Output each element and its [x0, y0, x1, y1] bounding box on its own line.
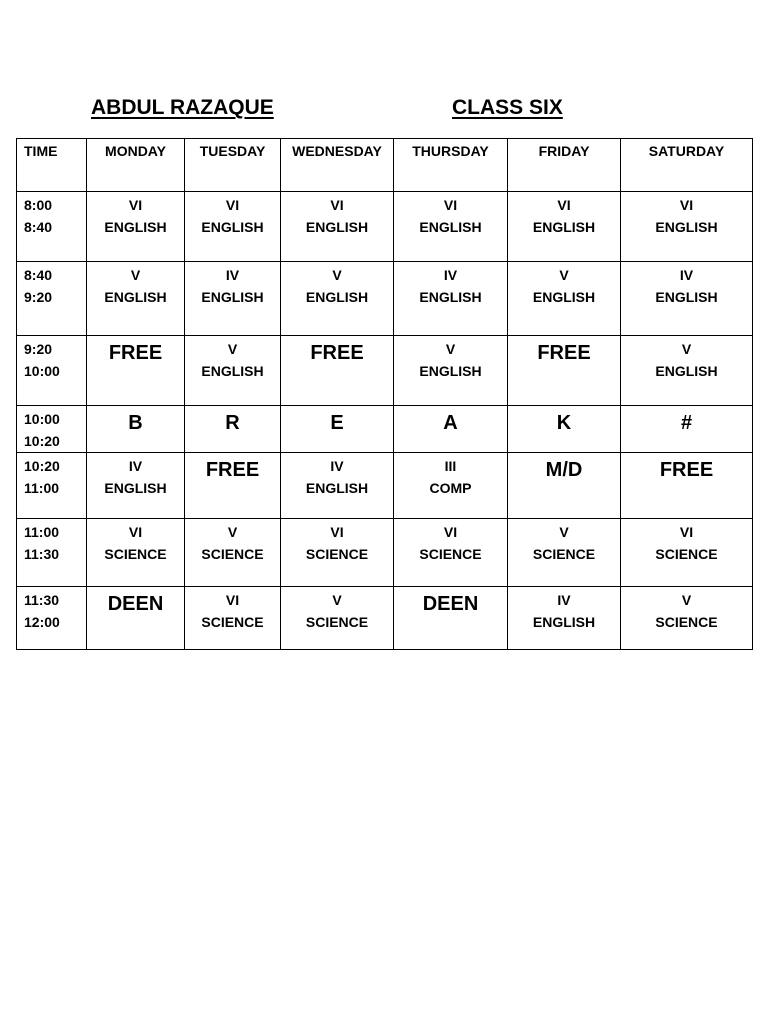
- subject: ENGLISH: [655, 289, 718, 305]
- class-level: V: [332, 592, 342, 608]
- subject: SCIENCE: [104, 546, 167, 562]
- time-cell: [17, 453, 87, 519]
- subject: ENGLISH: [305, 480, 369, 496]
- cell-friday: [508, 519, 621, 587]
- subject: ENGLISH: [419, 219, 482, 235]
- cell-saturday: [621, 519, 753, 587]
- cell-saturday: [621, 336, 753, 406]
- cell-large-text: B: [128, 412, 143, 434]
- timetable-row: [17, 519, 753, 587]
- time-cell: [17, 192, 87, 262]
- cell-monday: [87, 336, 185, 406]
- cell-tuesday: [185, 406, 281, 453]
- cell-monday: [87, 262, 185, 336]
- time-start: 11:30: [24, 592, 60, 608]
- cell-large-text: A: [443, 412, 458, 434]
- class-level: V: [227, 524, 238, 540]
- subject: ENGLISH: [655, 363, 718, 379]
- class-level: IV: [330, 458, 344, 474]
- cell-friday: [508, 336, 621, 406]
- cell-tuesday: [185, 262, 281, 336]
- subject: ENGLISH: [104, 219, 167, 235]
- subject: ENGLISH: [305, 289, 369, 305]
- cell-wednesday: [281, 519, 394, 587]
- timetable-row: [17, 406, 753, 453]
- class-level: III: [444, 458, 457, 474]
- timetable-header-row: [17, 139, 753, 192]
- cell-thursday: [394, 587, 508, 650]
- timetable-row: [17, 192, 753, 262]
- cell-wednesday: [281, 406, 394, 453]
- subject: ENGLISH: [532, 289, 596, 305]
- class-level: VI: [443, 197, 458, 213]
- time-end: 9:20: [24, 289, 53, 305]
- class-level: VI: [330, 197, 344, 213]
- timetable-row: [17, 587, 753, 650]
- cell-monday: [87, 453, 185, 519]
- teacher-name-heading: ABDUL RAZAQUE: [91, 96, 274, 119]
- time-end: 12:00: [24, 614, 60, 630]
- cell-large-text: #: [680, 412, 693, 434]
- cell-friday: [508, 587, 621, 650]
- time-end: 11:00: [24, 480, 60, 496]
- cell-friday: [508, 192, 621, 262]
- cell-wednesday: [281, 587, 394, 650]
- cell-saturday: [621, 262, 753, 336]
- subject: SCIENCE: [655, 614, 718, 630]
- class-level: V: [681, 592, 692, 608]
- time-start: 8:40: [24, 267, 53, 283]
- subject: SCIENCE: [419, 546, 482, 562]
- cell-saturday: [621, 406, 753, 453]
- timetable-row: [17, 336, 753, 406]
- cell-saturday: [621, 587, 753, 650]
- timetable-row: [17, 262, 753, 336]
- time-cell: [17, 406, 87, 453]
- cell-wednesday: [281, 336, 394, 406]
- cell-tuesday: [185, 336, 281, 406]
- cell-tuesday: [185, 587, 281, 650]
- cell-large-text: K: [556, 412, 572, 434]
- subject: ENGLISH: [305, 219, 369, 235]
- cell-large-text: FREE: [310, 342, 364, 364]
- cell-thursday: [394, 262, 508, 336]
- class-level: VI: [679, 197, 694, 213]
- subject: SCIENCE: [305, 546, 369, 562]
- time-end: 10:20: [24, 433, 60, 449]
- cell-wednesday: [281, 262, 394, 336]
- time-start: 10:00: [24, 411, 60, 427]
- class-level: IV: [679, 267, 694, 283]
- cell-large-text: R: [225, 412, 240, 434]
- cell-thursday: [394, 336, 508, 406]
- subject: ENGLISH: [104, 480, 167, 496]
- class-level: V: [559, 524, 569, 540]
- cell-wednesday: [281, 192, 394, 262]
- subject: ENGLISH: [201, 219, 264, 235]
- cell-tuesday: [185, 519, 281, 587]
- class-level: IV: [128, 458, 143, 474]
- class-level: VI: [225, 592, 240, 608]
- timetable-row: [17, 453, 753, 519]
- time-cell: [17, 519, 87, 587]
- cell-friday: [508, 453, 621, 519]
- subject: COMP: [429, 480, 472, 496]
- time-cell: [17, 336, 87, 406]
- cell-large-text: FREE: [537, 342, 591, 364]
- class-level: VI: [128, 524, 143, 540]
- subject: ENGLISH: [104, 289, 167, 305]
- cell-large-text: FREE: [659, 459, 714, 481]
- cell-thursday: [394, 519, 508, 587]
- cell-large-text: M/D: [545, 459, 583, 481]
- cell-friday: [508, 262, 621, 336]
- header-monday: MONDAY: [87, 139, 185, 192]
- class-level: V: [559, 267, 569, 283]
- time-end: 8:40: [24, 219, 53, 235]
- time-end: 11:30: [24, 546, 60, 562]
- header-tuesday: TUESDAY: [185, 139, 281, 192]
- cell-friday: [508, 406, 621, 453]
- cell-large-text: DEEN: [422, 593, 479, 615]
- time-start: 8:00: [24, 197, 53, 213]
- time-start: 10:20: [24, 458, 60, 474]
- cell-thursday: [394, 453, 508, 519]
- class-level: V: [227, 341, 238, 357]
- header-time: TIME: [17, 139, 87, 192]
- class-level: IV: [225, 267, 240, 283]
- subject: ENGLISH: [532, 219, 596, 235]
- cell-tuesday: [185, 453, 281, 519]
- subject: ENGLISH: [532, 614, 596, 630]
- class-level: V: [332, 267, 342, 283]
- cell-monday: [87, 519, 185, 587]
- class-level: IV: [557, 592, 571, 608]
- header-wednesday: WEDNESDAY: [281, 139, 394, 192]
- class-name-heading: CLASS SIX: [452, 96, 563, 119]
- time-cell: [17, 262, 87, 336]
- subject: SCIENCE: [655, 546, 718, 562]
- class-level: VI: [330, 524, 344, 540]
- cell-monday: [87, 192, 185, 262]
- subject: SCIENCE: [201, 614, 264, 630]
- subject: SCIENCE: [532, 546, 596, 562]
- class-level: VI: [225, 197, 240, 213]
- header-saturday: SATURDAY: [621, 139, 753, 192]
- cell-saturday: [621, 192, 753, 262]
- cell-tuesday: [185, 192, 281, 262]
- subject: SCIENCE: [201, 546, 264, 562]
- cell-monday: [87, 587, 185, 650]
- subject: ENGLISH: [655, 219, 718, 235]
- cell-large-text: FREE: [205, 459, 260, 481]
- cell-large-text: FREE: [108, 342, 163, 364]
- time-end: 10:00: [24, 363, 60, 379]
- cell-thursday: [394, 406, 508, 453]
- cell-large-text: E: [330, 412, 344, 434]
- header-thursday: THURSDAY: [394, 139, 508, 192]
- class-level: VI: [128, 197, 143, 213]
- time-start: 11:00: [24, 524, 60, 540]
- subject: ENGLISH: [419, 289, 482, 305]
- header-friday: FRIDAY: [508, 139, 621, 192]
- timetable: [16, 138, 753, 650]
- subject: ENGLISH: [201, 289, 264, 305]
- subject: SCIENCE: [305, 614, 369, 630]
- cell-large-text: DEEN: [107, 593, 164, 615]
- subject: ENGLISH: [201, 363, 264, 379]
- subject: ENGLISH: [419, 363, 482, 379]
- class-level: V: [130, 267, 141, 283]
- time-cell: [17, 587, 87, 650]
- class-level: VI: [443, 524, 458, 540]
- time-start: 9:20: [24, 341, 53, 357]
- class-level: IV: [443, 267, 458, 283]
- cell-monday: [87, 406, 185, 453]
- class-level: VI: [557, 197, 571, 213]
- class-level: VI: [679, 524, 694, 540]
- cell-wednesday: [281, 453, 394, 519]
- cell-thursday: [394, 192, 508, 262]
- cell-saturday: [621, 453, 753, 519]
- class-level: V: [445, 341, 456, 357]
- class-level: V: [681, 341, 692, 357]
